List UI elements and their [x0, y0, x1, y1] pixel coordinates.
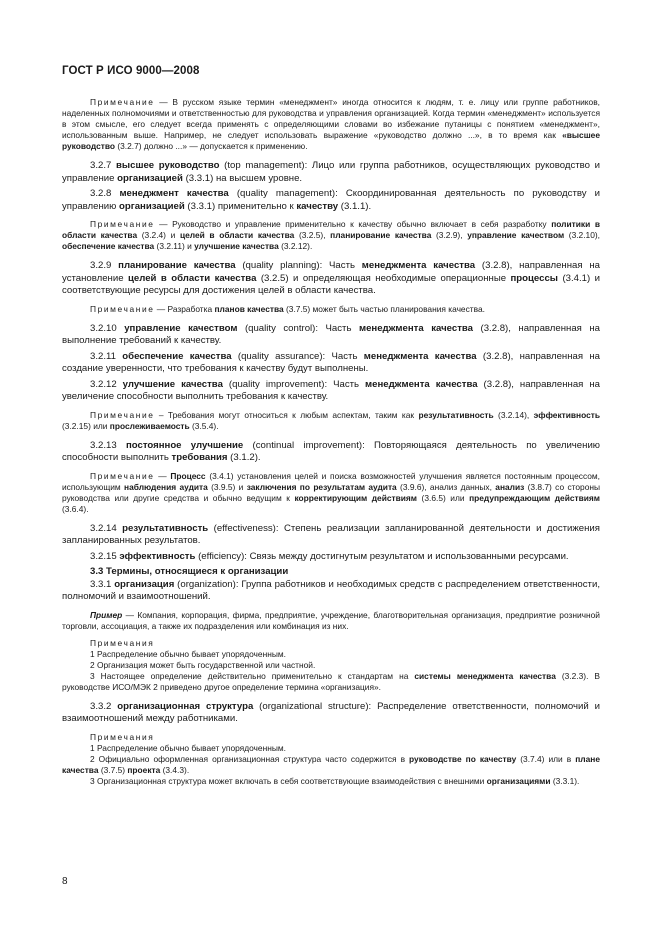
bold-term: управление качеством — [124, 322, 238, 334]
text-run: 3.2.9 — [90, 260, 119, 271]
text-run: (3.4.1) установления целей и поиска возможностей улучшения является постоянным процессом, использующим — [62, 470, 600, 492]
bold-term: планирование качества — [118, 260, 236, 271]
document-body — [62, 97, 600, 787]
bold-term: организационная структура — [117, 700, 254, 712]
bold-term: организация — [114, 578, 175, 590]
bold-term: улучшение качества — [122, 378, 223, 390]
note-paragraph — [62, 743, 600, 754]
text-run: — Руководство и управление применительно к качеству обычно включает в себя разработку — [154, 219, 552, 229]
text-run: 3.3.2 — [90, 700, 118, 712]
bold-term: плане качества — [62, 753, 600, 775]
bold-term: планирование качества — [330, 230, 432, 240]
bold-term: целей в области качества — [128, 272, 257, 284]
note-paragraph — [62, 610, 600, 632]
term-paragraph — [62, 440, 600, 465]
bold-term: наблюдения аудита — [124, 481, 208, 492]
text-run: (efficiency): Связь между достигнутым результатом и использованными ресурсами. — [195, 550, 569, 562]
bold-term: менеджмента качества — [363, 350, 477, 362]
note-label: Примечания — [90, 731, 155, 742]
text-run: (3.3.1) применительно к — [184, 200, 297, 212]
bold-term: заключения по результатам аудита — [246, 481, 397, 492]
text-run: 3 Организационная структура может включать в себя соответствующие взаимодействия с внешними — [90, 775, 487, 786]
note-paragraph — [62, 638, 600, 649]
note-paragraph — [62, 671, 600, 693]
text-run: 1 Распределение обычно бывает упорядоченным. — [90, 742, 286, 753]
text-run: (3.2.14), — [493, 409, 534, 420]
text-run: (3.4.3). — [160, 764, 190, 775]
text-run: (3.2.8), направленная на выполнение требований к качеству. — [62, 322, 600, 346]
bold-term: процессы — [510, 272, 558, 284]
note-label: Примечание — [90, 470, 155, 481]
page-number: 8 — [62, 876, 68, 887]
text-run: (3.5.4). — [189, 420, 219, 431]
bold-term: обеспечение качества — [62, 241, 155, 251]
term-paragraph — [62, 701, 600, 726]
note-label: Примечания — [90, 637, 155, 648]
text-run: 3.3.1 — [90, 578, 115, 590]
text-run: (3.4.1) и соответствующие ресурсы для достижения целей в области качества. — [62, 272, 600, 296]
bold-term: Процесс — [170, 470, 206, 481]
bold-term: результативность — [122, 522, 209, 534]
text-run: (top management): Лицо или группа работников, осуществляющих руководство и управление — [62, 160, 600, 184]
term-paragraph — [62, 523, 600, 548]
bold-term: высшее руководство — [116, 160, 220, 171]
bold-term: постоянное улучшение — [125, 439, 244, 451]
example-label: Пример — [90, 609, 123, 620]
text-run: – Требования могут относиться к любым аспектам, таким как — [154, 409, 419, 420]
term-paragraph — [62, 351, 600, 376]
note-label: Примечание — [90, 303, 155, 314]
text-run: 3.2.14 — [90, 522, 123, 534]
note-paragraph — [62, 649, 600, 660]
note-paragraph — [62, 304, 600, 315]
text-run: 3.2.10 — [90, 322, 125, 334]
text-run: (3.2.7) должно ...» — допускается к применению. — [115, 141, 308, 151]
text-run: — Разработка — [154, 303, 215, 314]
text-run: 2 Организация может быть государственной или частной. — [90, 659, 316, 670]
text-run: (3.9.6), анализ данных, — [396, 481, 496, 492]
text-run: 3.2.7 — [90, 160, 117, 171]
text-run: (3.2.9), — [431, 230, 468, 240]
bold-term: руководстве по качеству — [409, 753, 517, 764]
text-run: (3.8.7) со стороны руководства или другие средства и обычно ведущим к — [62, 481, 600, 503]
text-run: (organizational structure): Распределение ответственности, полномочий и взаимоотношений между работниками. — [62, 700, 600, 724]
bold-term: организациями — [486, 775, 551, 786]
text-run: (3.7.5) может быть частью планирования качества. — [283, 303, 485, 314]
note-paragraph — [62, 754, 600, 776]
text-run: 1 Распределение обычно бывает упорядоченным. — [90, 648, 286, 659]
text-run: (effectiveness): Степень реализации запланированной деятельности и достижения запланированных результатов. — [62, 522, 600, 546]
text-run: (3.6.4). — [62, 503, 89, 514]
term-paragraph — [62, 323, 600, 348]
bold-term: анализ — [495, 481, 525, 492]
note-paragraph — [62, 732, 600, 743]
bold-term: менеджмента качества — [358, 322, 474, 334]
term-paragraph — [62, 260, 600, 298]
text-run: (3.1.1). — [338, 200, 372, 212]
note-label: Примечание — [90, 409, 155, 420]
text-run: (quality management): Скоординированная деятельность по руководству и управлению — [62, 188, 600, 212]
bold-term: требования — [171, 452, 228, 463]
text-run: (organization): Группа работников и необходимых средств с распределением ответственности, полномочий и взаимоотношений. — [62, 578, 600, 602]
bold-term: 3.3 Термины, относящиеся к организации — [90, 566, 289, 577]
note-label: Примечание — [90, 97, 155, 107]
term-paragraph — [62, 188, 600, 213]
text-run: (quality improvement): Часть — [222, 378, 366, 390]
bold-term: прослеживаемость — [109, 420, 190, 431]
text-run: (3.2.11) и — [154, 241, 195, 251]
bold-term: менеджмента качества — [365, 378, 478, 390]
bold-term: менеджмента качества — [361, 260, 476, 271]
text-run: (3.2.5), — [294, 230, 331, 240]
text-run: (quality control): Часть — [237, 322, 359, 334]
term-paragraph — [62, 551, 600, 564]
text-run: (3.2.10), — [564, 230, 600, 240]
note-paragraph — [62, 410, 600, 432]
text-run: (3.2.5) и определяющая необходимые операционные — [256, 272, 511, 284]
note-paragraph — [62, 660, 600, 671]
bold-term: проекта — [127, 764, 161, 775]
term-paragraph — [62, 379, 600, 404]
text-run: (3.6.5) или — [417, 492, 470, 503]
text-run: (3.2.15) или — [62, 420, 110, 431]
text-run: (quality planning): Часть — [235, 260, 362, 271]
text-run: (3.7.5) — [98, 764, 128, 775]
text-run: (3.3.1) на высшем уровне. — [182, 172, 303, 184]
text-run: (3.2.4) и — [137, 230, 180, 240]
bold-term: результативность — [418, 409, 494, 420]
text-run: (3.1.2). — [227, 452, 261, 463]
text-run: (quality assurance): Часть — [231, 350, 364, 362]
bold-term: предупреждающим действиям — [469, 492, 600, 503]
bold-term: эффективность — [533, 409, 601, 420]
text-run: 3.2.8 — [90, 188, 120, 199]
text-run: (3.3.1). — [550, 775, 580, 786]
page-title: ГОСТ Р ИСО 9000—2008 — [62, 65, 200, 77]
bold-term: планов качества — [214, 303, 284, 314]
text-run: 3.2.11 — [90, 350, 123, 362]
text-run: 3.2.13 — [90, 439, 126, 451]
note-paragraph — [62, 219, 600, 252]
bold-term: системы менеджмента качества — [414, 670, 556, 681]
text-run: (3.7.4) или в — [516, 753, 576, 764]
term-paragraph — [62, 160, 600, 185]
bold-term: обеспечение качества — [122, 350, 232, 362]
bold-term: качеству — [296, 200, 339, 212]
bold-term: организацией — [119, 200, 185, 212]
text-run: (3.2.12). — [278, 241, 313, 251]
note-paragraph — [62, 776, 600, 787]
text-run: (3.2.8), направленная на увеличение способности выполнить требования к качеству. — [62, 378, 600, 402]
bold-term: организацией — [117, 172, 183, 184]
text-run: (3.2.8), направленная на установление — [62, 260, 600, 284]
text-run: (3.2.8), направленная на создание уверенности, что требования к качеству будут выполнены. — [62, 350, 600, 374]
bold-term: корректирующим действиям — [294, 492, 418, 503]
bold-term: «высшее руководство — [62, 130, 600, 151]
term-paragraph — [62, 579, 600, 604]
note-label: Примечание — [90, 219, 155, 229]
text-run: 2 Официально оформленная организационная структура часто содержится в — [90, 753, 410, 764]
note-paragraph — [62, 471, 600, 515]
bold-term: улучшение качества — [194, 241, 279, 251]
text-run: — В русском языке термин «менеджмент» иногда относится к людям, т. е. лицу или группе работников, наделенных полномочиями и ответственностью для руководства и управления организацией. Когда термин «менеджмент» используется в этом смысле, его следует всегда применять с определяющими словами во избежание путаницы с понятием «менеджмент», использованным выше. Например, не следует использовать выражение «руководство должно ...», в то время как — [62, 97, 600, 140]
text-run: (3.9.5) и — [207, 481, 247, 492]
bold-term: целей в области качества — [179, 230, 295, 240]
text-run: — — [154, 470, 171, 481]
text-run: 3.2.12 — [90, 378, 123, 390]
text-run: (continual improvement): Повторяющаяся деятельность по увеличению способности выполнить — [62, 439, 600, 463]
text-run: (3.2.3). В руководстве ИСО/МЭК 2 приведено другое определение термина «организация». — [62, 670, 600, 692]
bold-term: политики в области качества — [62, 219, 600, 240]
term-paragraph — [62, 566, 600, 579]
text-run: 3 Настоящее определение действительно применительно к стандартам на — [90, 670, 415, 681]
text-run: — Компания, корпорация, фирма, предприятие, учреждение, благотворительная организация, предприятие розничной торговли, ассоциация, а также их подразделения или комбинация из них. — [62, 609, 600, 631]
note-paragraph — [62, 97, 600, 152]
bold-term: менеджмент качества — [119, 188, 229, 199]
bold-term: эффективность — [119, 550, 196, 562]
bold-term: управление качеством — [467, 230, 565, 240]
text-run: 3.2.15 — [90, 550, 120, 562]
